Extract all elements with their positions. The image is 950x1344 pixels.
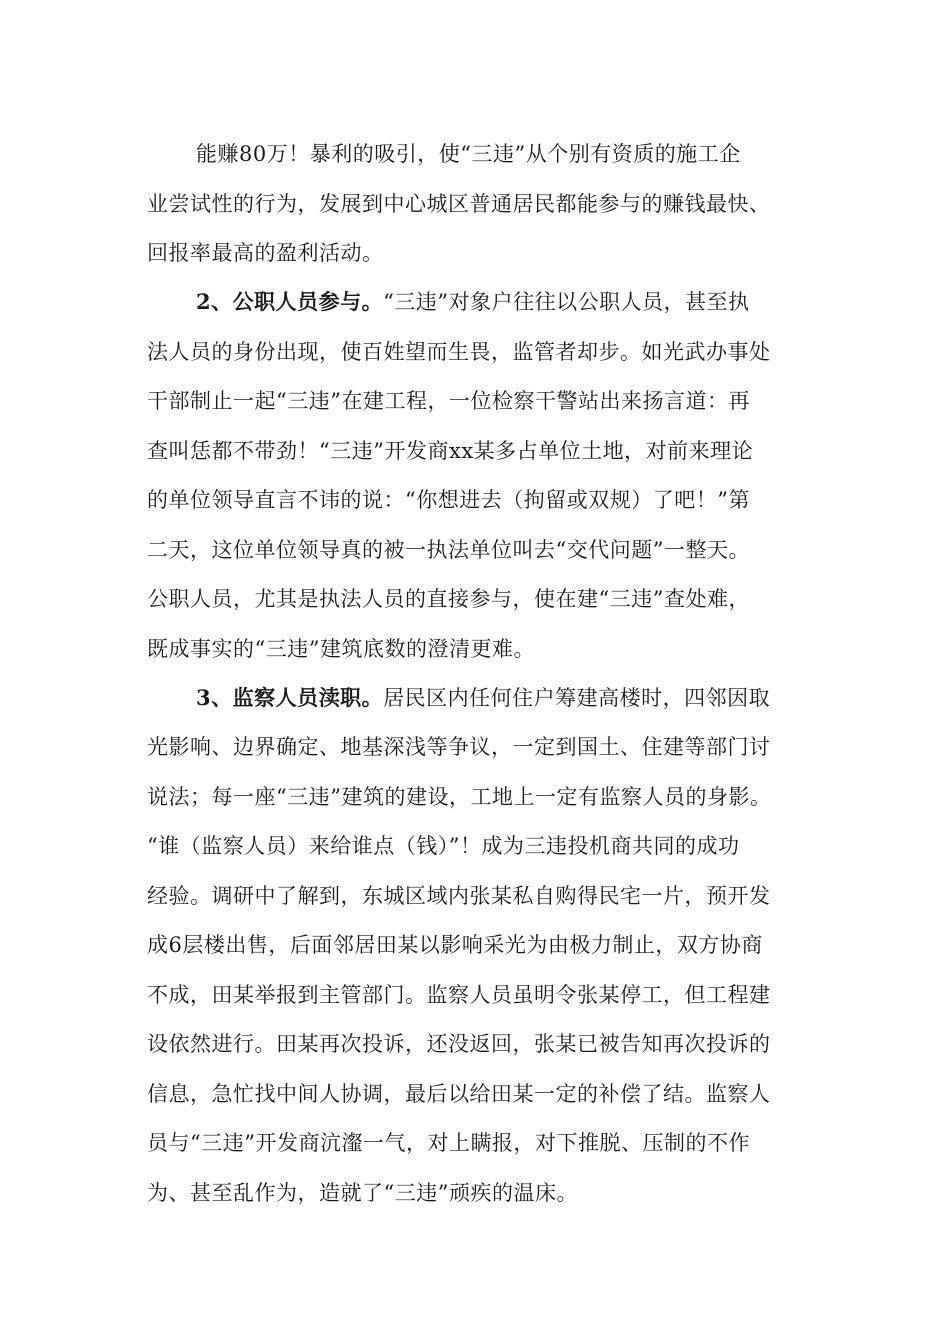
paragraph-3-line-11: 为、甚至乱作为，造就了“三违”顽疾的温床。 [147,1181,578,1205]
paragraph-2-line-5: 的单位领导直言不讳的说：“你想进去（拘留或双规）了吧！”第 [147,488,750,512]
paragraph-1-line-3: 回报率最高的盈利活动。 [147,241,384,265]
paragraph-3-line-10: 员与“三违”开发商沆瀣一气，对上瞒报，对下推脱、压制的不作 [147,1131,750,1155]
section-heading-3: 3、监察人员渎职。 [196,685,384,710]
paragraph-2-line-1 [196,287,856,317]
paragraph-1-line-2: 业尝试性的行为，发展到中心城区普通居民都能参与的赚钱最快、 [147,192,771,216]
paragraph-3-line-9: 信息，急忙找中间人协调，最后以给田某一定的补偿了结。监察人 [147,1082,771,1106]
paragraph-2-line-3: 干部制止一起“三违”在建工程，一位检察干警站出来扬言道：再 [147,389,750,413]
paragraph-3-text: 居民区内任何住户筹建高楼时，四邻因取 [383,686,771,710]
paragraph-3-line-6: 成6层楼出售，后面邻居田某以影响采光为由极力制止，双方协商 [147,933,763,957]
paragraph-2-line-8: 既成事实的“三违”建筑底数的澄清更难。 [147,637,535,661]
paragraph-3-line-4: “谁（监察人员）来给谁点（钱）”！成为三违投机商共同的成功 [147,834,740,858]
paragraph-3-line-8: 设依然进行。田某再次投诉，还没返回，张某已被告知再次投诉的 [147,1032,771,1056]
paragraph-2-line-7: 公职人员，尤其是执法人员的直接参与，使在建“三违”查处难， [147,587,750,611]
paragraph-2-line-4: 查叫恁都不带劲！“三违”开发商xx某多占单位土地，对前来理论 [147,439,754,463]
paragraph-3-line-5: 经验。调研中了解到，东城区域内张某私自购得民宅一片，预开发 [147,884,771,908]
paragraph-3-line-7: 不成，田某举报到主管部门。监察人员虽明令张某停工，但工程建 [147,983,771,1007]
section-heading-2: 2、公职人员参与。 [196,289,384,314]
paragraph-2-line-2: 法人员的身份出现，使百姓望而生畏，监管者却步。如光武办事处 [147,340,771,364]
paragraph-2-text: “三违”对象户往往以公职人员，甚至执 [383,290,750,314]
paragraph-3-line-2: 光影响、边界确定、地基深浅等争议，一定到国土、住建等部门讨 [147,735,771,759]
paragraph-3-line-1 [196,683,856,713]
paragraph-2-line-6: 二天，这位单位领导真的被一执法单位叫去“交代问题”一整天。 [147,538,750,562]
paragraph-1-line-1: 能赚80万！暴利的吸引，使“三违”从个别有资质的施工企 [196,142,741,166]
paragraph-3-line-3: 说法；每一座“三违”建筑的建设，工地上一定有监察人员的身影。 [147,785,772,809]
